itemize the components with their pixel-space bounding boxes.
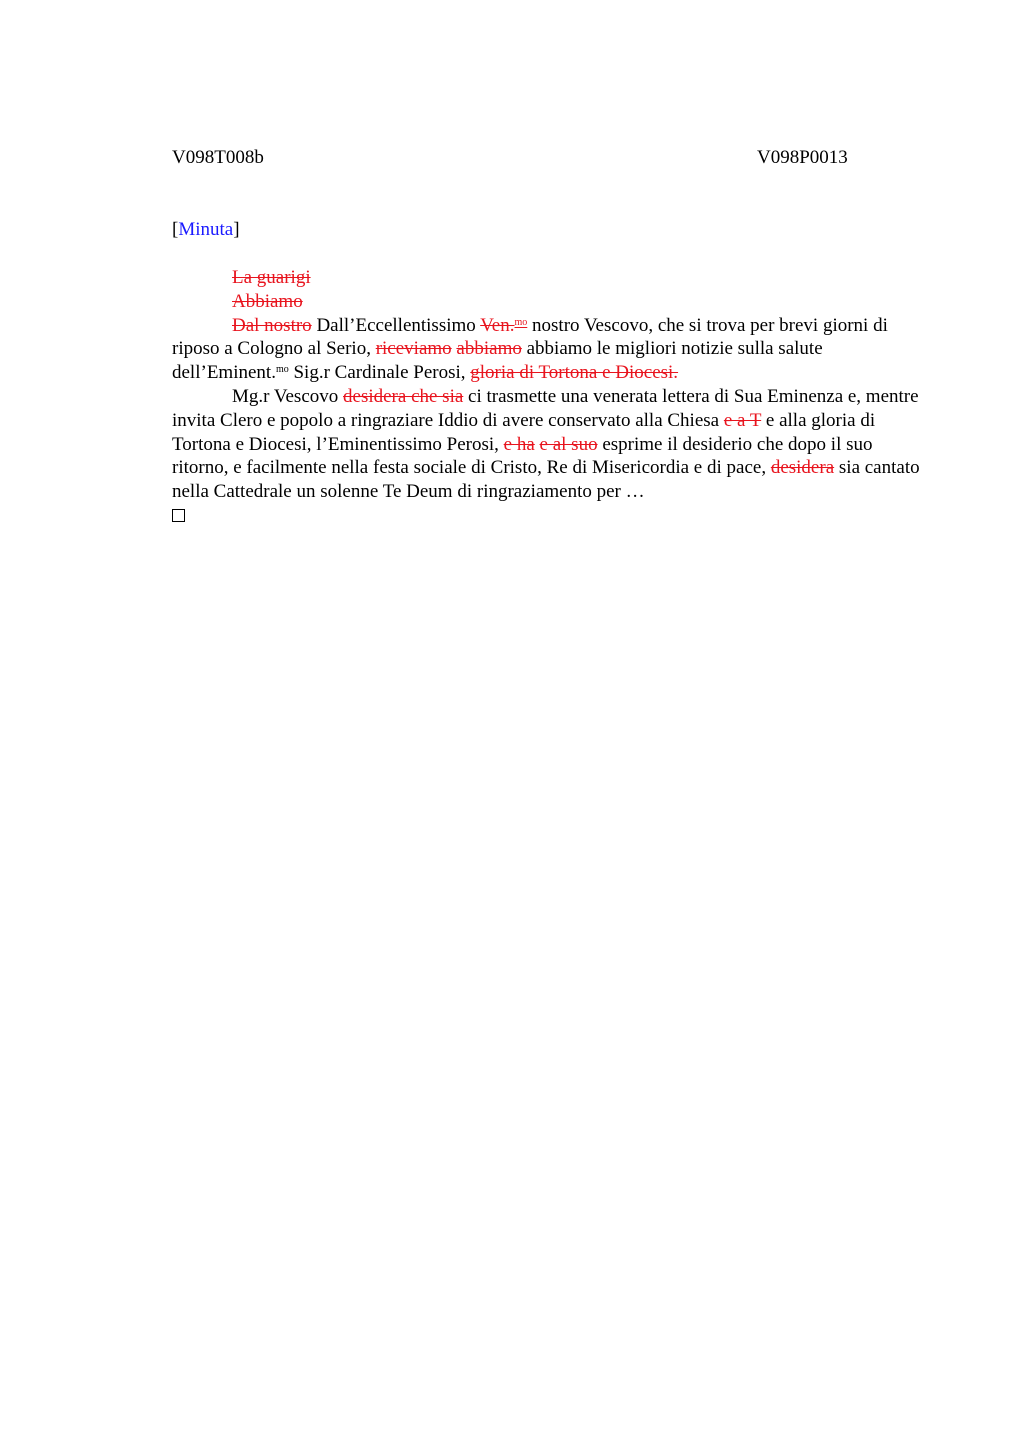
paragraph-text: Mg.r Vescovo: [232, 385, 344, 407]
document-code-left: V098T008b: [172, 147, 264, 168]
deleted-text: riceviamo: [375, 338, 452, 360]
deleted-text: e al suo: [539, 433, 598, 455]
deleted-text: La guarigi: [232, 267, 311, 288]
deleted-text: Dal nostro: [232, 314, 312, 336]
document-header: [172, 146, 926, 170]
deleted-line-2: [172, 290, 926, 314]
label-minuta: Minuta: [178, 219, 234, 240]
deleted-superscript: mo: [514, 316, 528, 328]
deleted-abbrev: Ven.: [480, 314, 515, 336]
label-open-bracket: [: [172, 219, 179, 240]
deleted-text: abbiamo: [456, 338, 522, 360]
deleted-text: desidera: [770, 457, 835, 479]
label-close-bracket: ]: [233, 219, 240, 240]
superscript: mo: [275, 364, 289, 376]
paragraph-text: Sig.r Cardinale Perosi,: [288, 362, 471, 384]
paragraph-text: abbiamo le migliori notizie sulla salute dell’Eminent.: [172, 338, 823, 384]
paragraph-text: esprime il desiderio che dopo il suo ritorno, e facilmente nella festa sociale di Cristo, Re di Misericordia e di pace,: [172, 433, 873, 479]
deleted-text: e a T: [723, 409, 762, 431]
document-page: [172, 146, 926, 529]
paragraph-text: e alla gloria di Tortona e Diocesi, l’Eminentissimo Perosi,: [172, 409, 876, 455]
paragraph-1: [172, 314, 926, 385]
paragraph-text: nostro Vescovo, che si trova per brevi giorni di riposo a Cologno al Serio,: [172, 314, 888, 360]
paragraph-text: Dall’Eccellentissimo: [311, 314, 481, 336]
paragraph-text: sia cantato nella Cattedrale un solenne Te Deum di ringraziamento per …: [172, 457, 920, 503]
deleted-text: gloria di Tortona e Diocesi.: [470, 362, 679, 384]
draft-body: [172, 266, 926, 529]
end-marker: [172, 504, 926, 529]
empty-square-icon: [172, 509, 185, 522]
deleted-text: desidera che sia: [343, 385, 464, 407]
paragraph-text: ci trasmette una venerata lettera di Sua Eminenza e, mentre invita Clero e popolo a ringraziare Iddio di avere conservato alla Chiesa: [172, 385, 919, 431]
document-type-label: [172, 218, 926, 242]
document-code-right: V098P0013: [757, 147, 848, 168]
deleted-text: e ha: [503, 433, 535, 455]
deleted-line-1: [172, 266, 926, 290]
deleted-text: [480, 315, 527, 336]
paragraph-2: [172, 385, 926, 504]
deleted-text: Abbiamo: [232, 290, 303, 312]
